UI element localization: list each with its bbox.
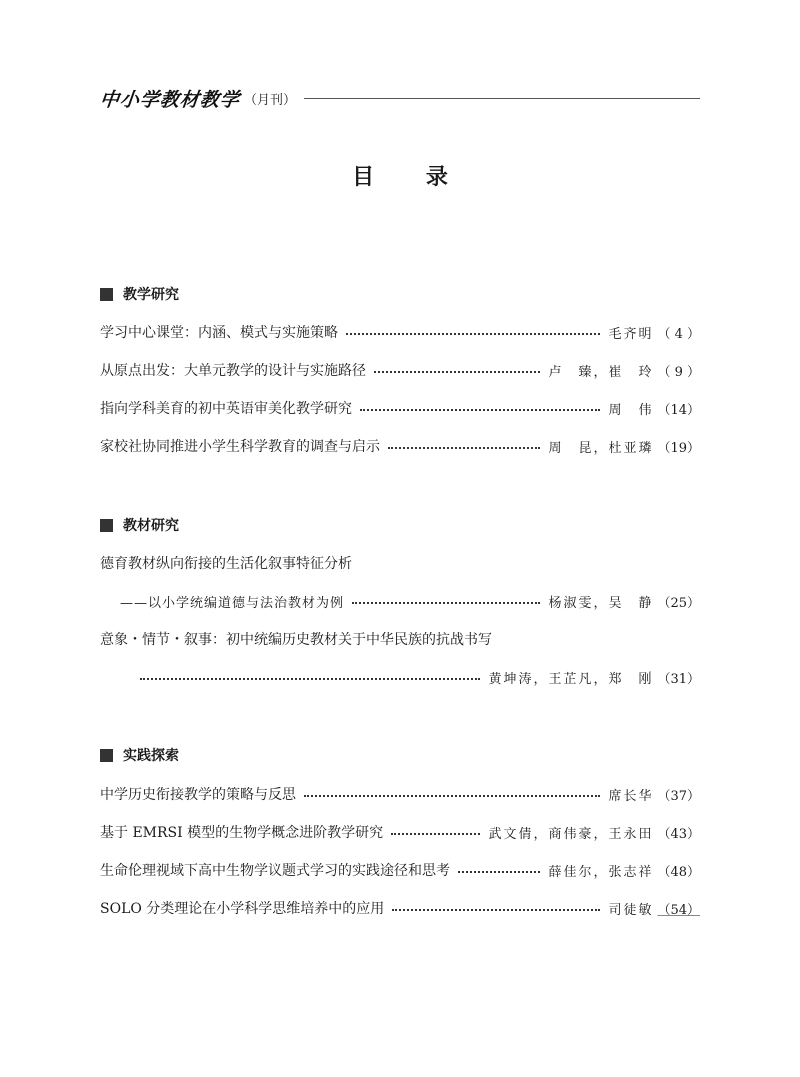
entry-subtitle: ——以小学统编道德与法治教材为例: [120, 595, 345, 611]
journal-period: （月刊）: [244, 92, 297, 108]
entry-author: 毛齐明: [608, 326, 654, 342]
page-title: 目 录: [352, 164, 470, 190]
entry-author: 黄坤涛，王芷凡，郑 刚: [488, 671, 654, 687]
entry-title: 意象・情节・叙事：初中统编历史教材关于中华民族的抗战书写: [100, 632, 492, 648]
dot-leader: [346, 333, 600, 335]
section-square-icon: [100, 519, 113, 532]
toc-entry[interactable]: [100, 821, 700, 843]
toc-entry[interactable]: [100, 552, 700, 574]
dot-leader: [140, 678, 480, 680]
toc-entry-continuation[interactable]: [120, 590, 700, 612]
toc-entry[interactable]: [100, 435, 700, 457]
entry-title: 中学历史衔接教学的策略与反思: [100, 787, 296, 803]
entry-title: 生命伦理视域下高中生物学议题式学习的实践途径和思考: [100, 863, 450, 879]
entry-page: （ 4 ）: [657, 326, 700, 342]
entry-author: 武文倩，商伟豪，王永田: [488, 826, 654, 842]
dot-leader: [391, 833, 480, 835]
toc-entry[interactable]: [100, 321, 700, 343]
toc-entry[interactable]: [100, 859, 700, 881]
entry-title: SOLO 分类理论在小学科学思维培养中的应用: [100, 901, 385, 917]
entry-author: 司徒敏: [608, 902, 654, 918]
section-heading-label: 实践探索: [123, 748, 179, 764]
section-heading-label: 教材研究: [123, 518, 179, 534]
entry-title: 指向学科美育的初中英语审美化教学研究: [100, 401, 352, 417]
dot-leader: [360, 409, 600, 411]
entry-title: 基于 EMRSI 模型的生物学概念进阶教学研究: [100, 825, 384, 841]
entry-page: （14）: [657, 402, 700, 418]
header-rule: [304, 98, 700, 99]
entry-page: （37）: [657, 788, 700, 804]
dot-leader: [388, 447, 540, 449]
entry-title: 学习中心课堂：内涵、模式与实施策略: [100, 325, 338, 341]
section-square-icon: [100, 288, 113, 301]
toc-entry-continuation[interactable]: [140, 666, 700, 688]
toc-entry[interactable]: [100, 359, 700, 381]
entry-page: （43）: [657, 826, 700, 842]
entry-page: （ 9 ）: [657, 364, 700, 380]
toc-entry[interactable]: [100, 628, 700, 650]
toc-entry[interactable]: [100, 783, 700, 805]
journal-logo: 中小学教材教学: [98, 88, 242, 111]
entry-page: （31）: [657, 671, 700, 687]
section-heading-textbook-research: [100, 515, 179, 535]
entry-title: 从原点出发：大单元教学的设计与实施路径: [100, 363, 366, 379]
entry-title: 德育教材纵向衔接的生活化叙事特征分析: [100, 556, 352, 572]
entry-page: （19）: [657, 440, 700, 456]
dot-leader: [374, 371, 540, 373]
entry-author: 薛佳尔，张志祥: [548, 864, 654, 880]
dot-leader: [458, 871, 540, 873]
toc-entry[interactable]: [100, 897, 700, 919]
entry-author: 卢 臻，崔 玲: [548, 364, 654, 380]
entry-author: 周 伟: [608, 402, 654, 418]
dot-leader: [352, 602, 540, 604]
dot-leader: [304, 795, 600, 797]
entry-page: （25）: [657, 595, 700, 611]
entry-author: 席长华: [608, 788, 654, 804]
section-heading-practice-exploration: [100, 745, 179, 765]
entry-author: 周 昆，杜亚璘: [548, 440, 654, 456]
entry-page: （48）: [657, 864, 700, 880]
entry-page: （54）: [657, 902, 700, 918]
entry-author: 杨淑雯，吴 静: [548, 595, 654, 611]
dot-leader: [392, 909, 600, 911]
section-heading-teaching-research: [100, 284, 179, 304]
entry-title: 家校社协同推进小学生科学教育的调查与启示: [100, 439, 380, 455]
section-square-icon: [100, 749, 113, 762]
section-heading-label: 教学研究: [123, 287, 179, 303]
toc-entry[interactable]: [100, 397, 700, 419]
journal-header: [100, 86, 700, 110]
